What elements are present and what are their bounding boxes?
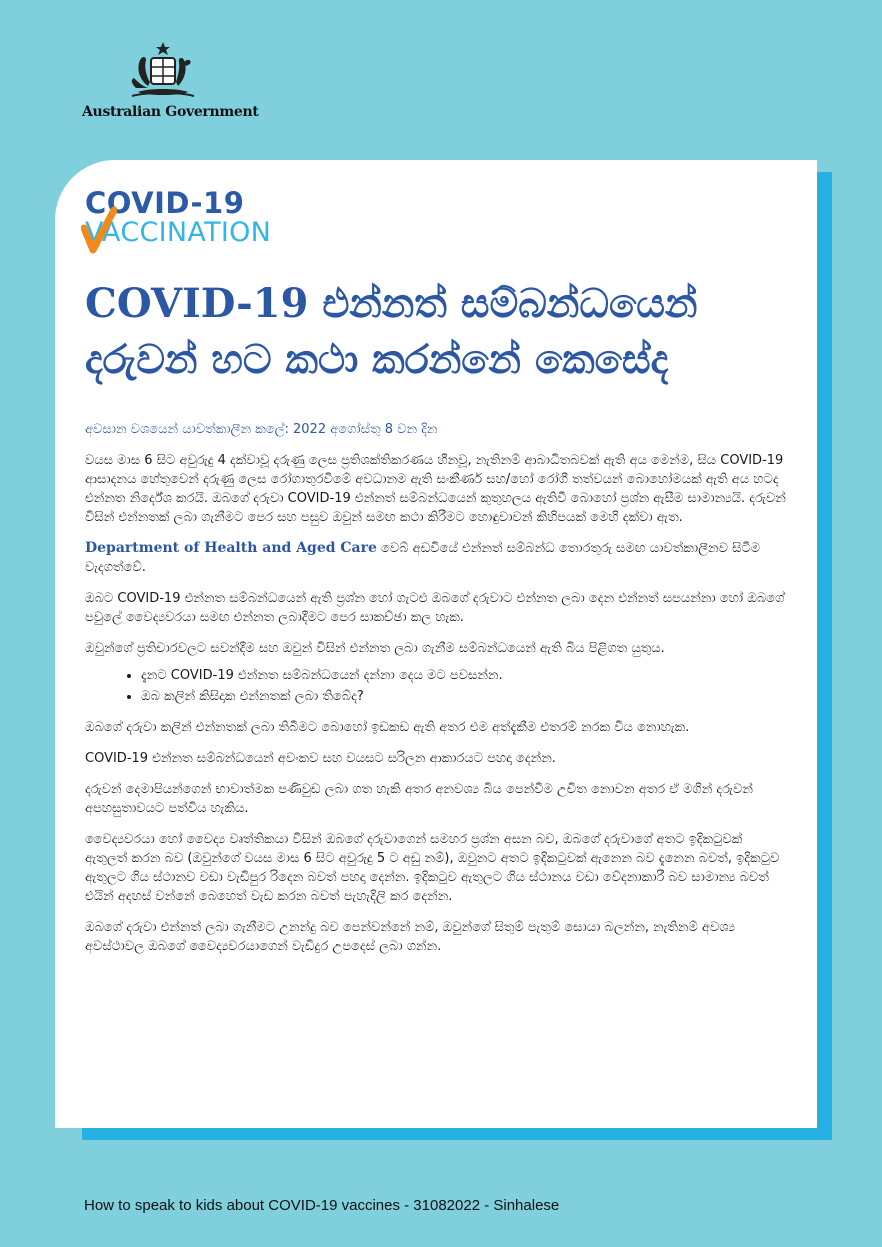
list-item: • ඔබ කලින් කිසිදාක එන්නතක් ලබා තිබේද? (141, 687, 787, 706)
intro-paragraph: වයස මාස 6 සිට අවුරුදු 4 දක්වාවූ දරුණු ලෙස ප්‍රතිශක්තිකරණය හීනවූ, නැතිනම් ආබාධිතබවක් ඇති අය මෙන්ම, සිය COVID-19 ආසාදනය හේතුවෙන් දරුණු ලෙස රෝගාතුරවීමේ අවධානම ඇති සංකීර්ණ සහ/හෝ රෝගී තත්වයන් බොහෝමයක් ඇති අය හටද එන්නත නිර්දේශ කරයි. ඔබගේ දරුවා COVID-19 එන්නත් සම්බන්ධයෙන් කුතුහලය ඇතිවී බොහෝ ප්‍රශ්න ඇසීම සාමාන්‍යයි. දරුවන් විසින් එන්නතක් ලබා ගැනීමට පෙර සහ පසුව ඔවුන් සමඟ කථා කිරීමට හොඳුවාවන් කිහිපයක් මෙහි දක්වා ඇත. (85, 453, 786, 525)
coat-of-arms-icon (118, 40, 208, 102)
footer-text: How to speak to kids about COVID-19 vaccines - 31082022 - Sinhalese (84, 1197, 560, 1214)
paragraph-5: COVID-19 එන්නත සම්බන්ධයෙන් අවංකව සහ වයසට සරිලන ආකාරයට පහදා දෙන්න. (85, 751, 556, 766)
department-link[interactable]: Department of Health and Aged Care (85, 540, 377, 556)
department-paragraph (85, 539, 787, 577)
department-text: වෙබ් අඩවියේ එන්නත් සම්බන්ධ තොරතුරු සමඟ යාවත්කාලීනව සිටීම වැදගත්වේ. (85, 541, 761, 575)
paragraph-6: දරුවන් දෙමාපියන්ගෙන් භාවාත්මක පණිවුඩ ලබා ගත හැකි අතර අනවශ්‍ය බිය පෙන්වීම උචිත නොවන අතර ඒ මගින් දරුවන් අපහසුතාවයට පත්විය හැකිය. (85, 782, 753, 816)
logo-line-1: COVID-19 (85, 186, 245, 220)
paragraph-3: ඔවුන්ගේ ප්‍රතිචාරවලට සවන්දීම සහ ඔවුන් විසින් එන්නත ලබා ගැනීම සම්බන්ධයෙන් ඇති බිය පිළිගත යුතුය. (85, 641, 665, 656)
paragraph-2: ඔබට COVID-19 එන්නත සම්බන්ධයෙන් ඇති ප්‍රශ්න හෝ ගැටළු ඔබගේ දරුවාට එන්නත ලබා දෙන එන්නත් සපයන්නා හෝ ඔබගේ පවුලේ වෛද්‍යවරයා සමඟ එන්නත ලබාදීමට පෙර සාකච්ඡා කල හැක. (85, 591, 785, 625)
question-list (85, 666, 787, 706)
paragraph-8: ඔබගේ දරුවා එන්නත් ලබා ගැනීමට උනන්දු බව පෙන්වන්නේ නම්, ඔවුන්ගේ සිතුම් පැතුම් සොයා බලන්න, නැතිනම් අවශ්‍ය අවස්ථාවල ඔබගේ වෛද්‍යවරයාගෙන් වැඩිදුර උපදෙස් ලබා ගන්න. (85, 920, 736, 954)
paragraph-7: වෛද්‍යවරයා හෝ වෛද්‍ය වෘත්තිකයා විසින් ඔබගේ දරුවාගෙන් සමහර ප්‍රශ්න අසන බව, ඔබගේ දරුවාගේ අතට ඉදිකටුවක් ඇතුලත් කරන බව (ඔවුන්ගේ වයස මාස 6 සිට අවුරුදු 5 ට අඩු නම්), ඔවුනට අතට ඉදිකටුවක් ඇනෙන බව දැනෙන බවත්, ඉදිකටුව ඇතුලට ගිය ස්ථානව වඩා වැඩිපුර රිදෙන බවත් පහදා දෙන්න. ඉදිකටුව ඇතුලට ගිය ස්ථානය වඩා වේදනාකාරී බව සාමාන්‍ය බවත් එයින් අදහස් වන්නේ බෙහෙත් වැඩ කරන බවත් පැහැදිලි කර දෙන්න. (85, 832, 780, 904)
document-body (85, 451, 787, 956)
page-title: COVID-19 එන්නත් සම්බන්ධයෙන් දරුවන් හට කථා කරන්නේ කෙසේද (85, 280, 698, 383)
organization-name: Australian Government (82, 104, 259, 120)
last-updated-date: අවසාන වශයෙන් යාවත්කාලීන කලේ: 2022 අගෝස්තු 8 වන දින (85, 422, 438, 437)
content-card (55, 160, 817, 1128)
checkmark-icon (81, 206, 117, 256)
covid-vaccination-logo (85, 188, 345, 252)
logo-line-2: VACCINATION (85, 217, 272, 248)
australian-government-crest (82, 40, 259, 128)
list-item: • දැනට COVID-19 එන්නත සම්බන්ධයෙන් දන්නා දෙය මට පවසන්න. (141, 666, 787, 685)
paragraph-4: ඔබගේ දරුවා කලින් එන්නතක් ලබා තිබීමට බොහෝ ඉඩකඩ ඇති අතර එම අත්දැකීම එතරම් නරක විය නොහැක. (85, 720, 690, 735)
